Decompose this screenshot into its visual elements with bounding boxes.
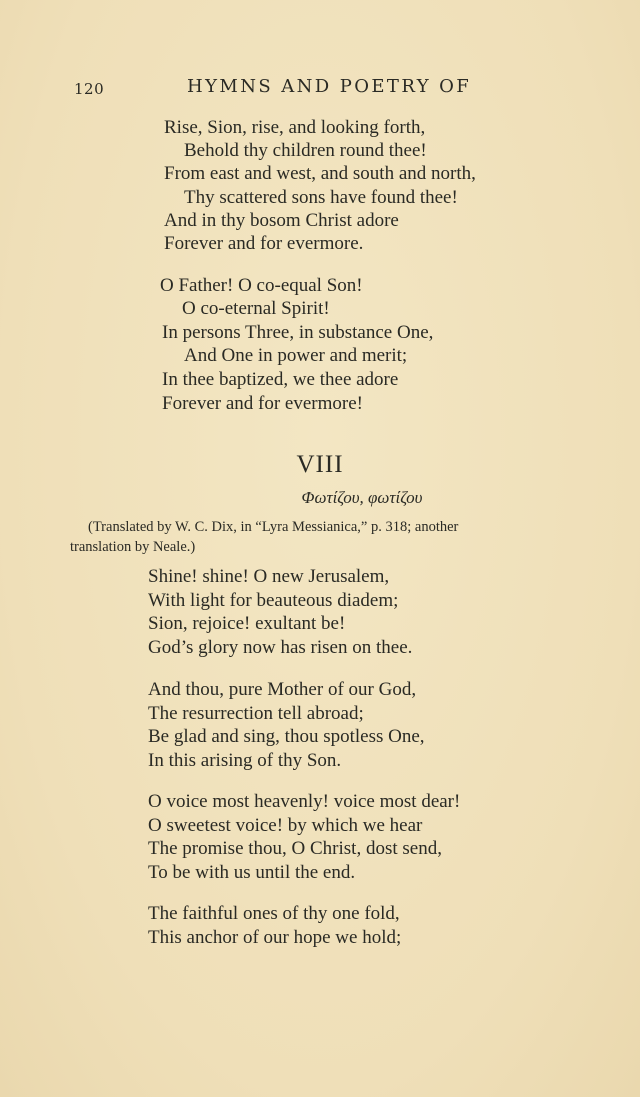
verse-line: Behold thy children round thee! xyxy=(184,140,427,161)
verse-line: To be with us until the end. xyxy=(148,862,356,883)
verse-line: The promise thou, O Christ, dost send, xyxy=(148,838,442,859)
verse-line: Be glad and sing, thou spotless One, xyxy=(148,726,425,747)
verse-line: Thy scattered sons have found thee! xyxy=(184,187,458,208)
translation-note-line1: (Translated by W. C. Dix, in “Lyra Messianica,” p. 318; another xyxy=(88,519,459,535)
verse-line: From east and west, and south and north, xyxy=(164,163,476,184)
verse-line: O sweetest voice! by which we hear xyxy=(148,815,423,836)
verse-line: O voice most heavenly! voice most dear! xyxy=(148,791,461,812)
section-number: VIII xyxy=(296,451,344,478)
verse-line: Rise, Sion, rise, and looking forth, xyxy=(164,117,426,138)
page-number: 120 xyxy=(74,80,105,98)
verse-line: O co-eternal Spirit! xyxy=(182,298,330,319)
verse-line: In persons Three, in substance One, xyxy=(162,322,434,343)
verse-line: Sion, rejoice! exultant be! xyxy=(148,613,346,634)
verse-line: In this arising of thy Son. xyxy=(148,750,342,771)
page-header xyxy=(0,76,640,100)
verse-line: Forever and for evermore. xyxy=(164,233,364,254)
verse-line: Shine! shine! O new Jerusalem, xyxy=(148,566,390,587)
verse-line: With light for beauteous diadem; xyxy=(148,590,399,611)
verse-line: In thee baptized, we thee adore xyxy=(162,369,399,390)
verse-line: God’s glory now has risen on thee. xyxy=(148,637,413,658)
verse-line: And One in power and merit; xyxy=(184,345,408,366)
running-head: HYMNS AND POETRY OF xyxy=(187,76,472,97)
verse-line: And thou, pure Mother of our God, xyxy=(148,679,417,700)
greek-title: Φωτίζου, φωτίζου xyxy=(301,488,423,507)
verse-line: The faithful ones of thy one fold, xyxy=(148,903,400,924)
verse-line: The resurrection tell abroad; xyxy=(148,703,364,724)
translation-note-line2: translation by Neale.) xyxy=(70,539,196,555)
verse-line: And in thy bosom Christ adore xyxy=(164,210,399,231)
verse-line: Forever and for evermore! xyxy=(162,393,363,414)
verse-line: O Father! O co-equal Son! xyxy=(160,275,363,296)
verse-line: This anchor of our hope we hold; xyxy=(148,927,402,948)
